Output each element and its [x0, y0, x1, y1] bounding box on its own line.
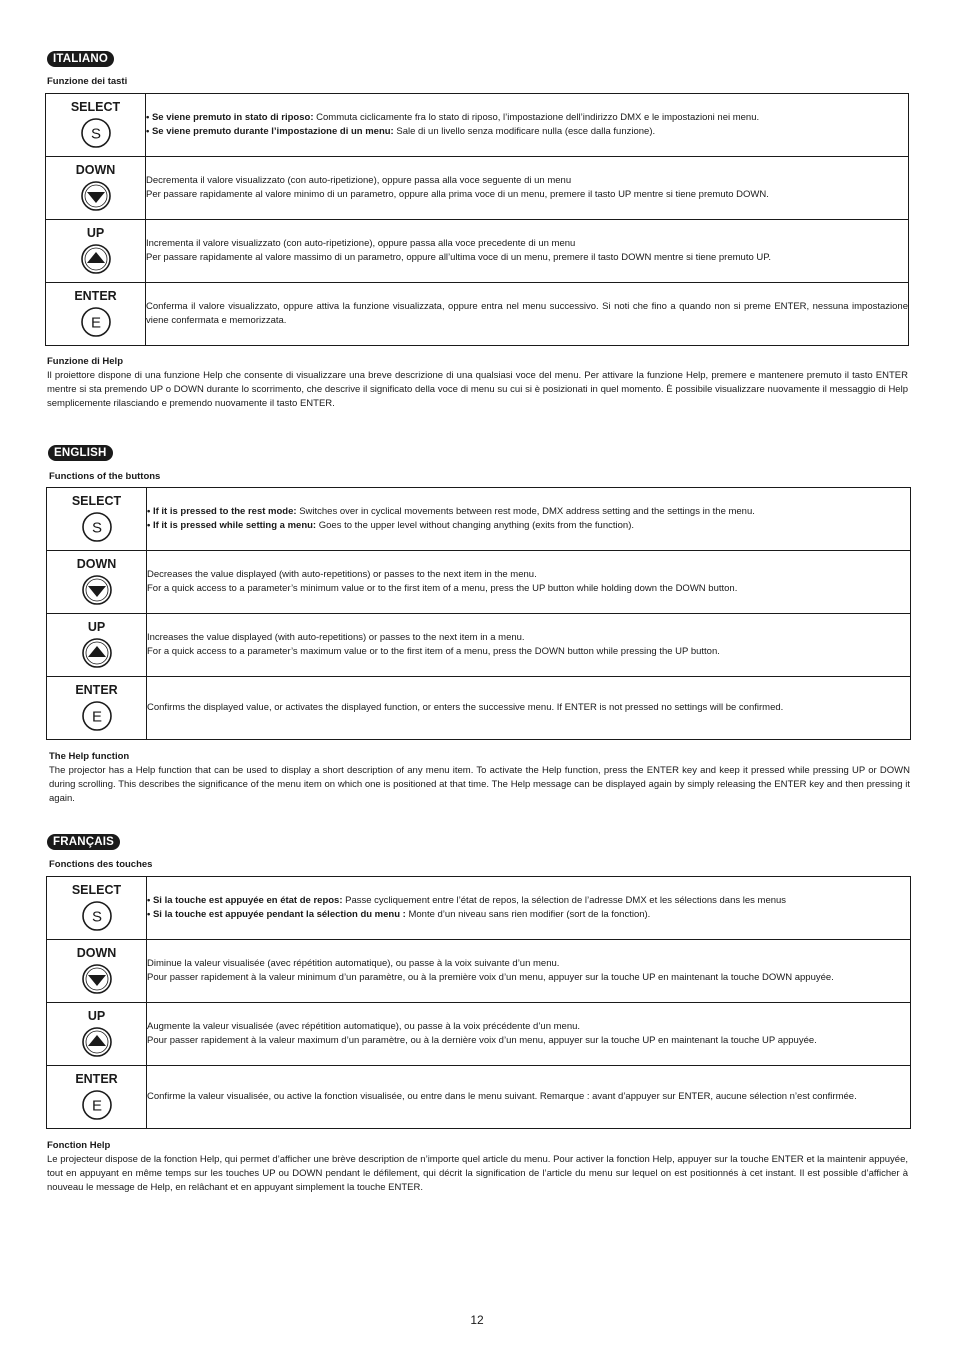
description-line — [147, 1090, 910, 1104]
key-functions-table — [46, 876, 911, 1129]
section-subtitle: Funzione dei tasti — [47, 76, 128, 87]
help-section — [47, 355, 908, 411]
key-glyph: E — [91, 1097, 102, 1115]
description-text: Confirms the displayed value, or activates the displayed function, or enters the successive menu. If ENTER is not pressed no settings will be confirmed. — [147, 702, 784, 713]
key-row-down — [47, 940, 911, 1003]
help-section — [49, 750, 910, 806]
description-bold: • Se viene premuto in stato di riposo: — [146, 112, 314, 123]
help-section — [47, 1139, 908, 1195]
key-glyph: S — [91, 908, 102, 926]
key-description — [147, 940, 911, 1003]
key-cell — [46, 94, 146, 157]
key-glyph: E — [91, 708, 102, 726]
description-line — [147, 631, 910, 645]
description-line — [147, 701, 910, 715]
description-text: Decrementa il valore visualizzato (con auto-ripetizione), oppure passa alla voce seguente di un menu — [146, 175, 572, 186]
key-name: SELECT — [71, 883, 122, 897]
key-row-up — [46, 220, 909, 283]
key-description — [146, 283, 909, 346]
description-text: Goes to the upper level without changing anything (exits from the function). — [316, 520, 634, 531]
key-row-enter — [46, 283, 909, 346]
help-title: The Help function — [49, 751, 130, 762]
key-row-up — [47, 1003, 911, 1066]
description-text: Pour passer rapidement à la valeur minimum d’un paramètre, ou à la première voix d’un menu, appuyer sur la touche UP en maintenant la touche DOWN appuyée. — [147, 972, 834, 983]
key-name: ENTER — [75, 1072, 118, 1086]
key-name: SELECT — [71, 494, 122, 508]
key-cell — [47, 940, 147, 1003]
key-name: UP — [86, 226, 105, 240]
description-line — [147, 568, 910, 582]
key-name: ENTER — [74, 289, 117, 303]
description-text: For a quick access to a parameter’s maximum value or to the first item of a menu, press the DOWN button while pressing the UP button. — [147, 646, 720, 657]
key-cell — [46, 220, 146, 283]
key-cell — [47, 877, 147, 940]
description-bold: • Si la touche est appuyée en état de repos: — [147, 895, 343, 906]
description-text: Increases the value displayed (with auto-repetitions) or passes to the next item in a menu. — [147, 632, 525, 643]
description-line — [147, 645, 910, 659]
key-description — [147, 488, 911, 551]
language-badge: ENGLISH — [48, 445, 113, 461]
key-cell — [47, 614, 147, 677]
key-description — [147, 551, 911, 614]
description-line — [147, 505, 910, 519]
key-cell — [46, 157, 146, 220]
key-row-select — [47, 877, 911, 940]
section-subtitle: Fonctions des touches — [49, 859, 153, 870]
key-description — [147, 614, 911, 677]
description-text: Monte d’un niveau sans rien modifier (sort de la fonction). — [405, 909, 651, 920]
description-line — [147, 971, 910, 985]
key-cell — [46, 283, 146, 346]
description-bold: • Si la touche est appuyée pendant la sélection du menu : — [147, 909, 406, 920]
description-line — [147, 894, 910, 908]
description-bold: • If it is pressed to the rest mode: — [147, 506, 297, 517]
key-description — [146, 220, 909, 283]
key-name: DOWN — [75, 163, 116, 177]
description-line — [147, 957, 910, 971]
key-name: DOWN — [76, 946, 117, 960]
key-row-enter — [47, 1066, 911, 1129]
key-glyph: E — [90, 314, 101, 332]
key-description — [147, 677, 911, 740]
description-text: Confirme la valeur visualisée, ou active la fonction visualisée, ou entre dans le menu suivant. Remarque : avant d’appuyer sur ENTER, aucune sélection n’est confirmée. — [147, 1091, 857, 1102]
section-subtitle: Functions of the buttons — [49, 471, 161, 482]
description-text: Pour passer rapidement à la valeur maximum d’un paramètre, ou à la dernière voix d’un menu, appuyer sur la touche UP en maintenant la touche UP appuyée. — [147, 1035, 817, 1046]
e-button-icon — [80, 306, 112, 338]
description-text: Incrementa il valore visualizzato (con auto-ripetizione), oppure passa alla voce precedente di un menu — [146, 238, 576, 249]
description-line — [147, 1034, 910, 1048]
key-row-enter — [47, 677, 911, 740]
key-row-up — [47, 614, 911, 677]
description-bold: • Se viene premuto durante l’impostazione di un menu: — [146, 126, 394, 137]
description-line — [146, 237, 908, 251]
key-row-down — [47, 551, 911, 614]
description-line — [146, 188, 908, 202]
help-title: Funzione di Help — [47, 356, 123, 367]
description-line — [146, 300, 908, 328]
up-arrow-icon — [80, 243, 112, 275]
up-arrow-icon — [81, 637, 113, 669]
key-cell — [47, 677, 147, 740]
description-line — [147, 582, 910, 596]
key-name: DOWN — [76, 557, 117, 571]
key-description — [147, 877, 911, 940]
key-name: ENTER — [75, 683, 118, 697]
description-line — [146, 111, 908, 125]
s-button-icon — [81, 511, 113, 543]
s-button-icon — [81, 900, 113, 932]
description-bold: • If it is pressed while setting a menu: — [147, 520, 317, 531]
key-description — [146, 157, 909, 220]
e-button-icon — [81, 1089, 113, 1121]
page-number: 12 — [470, 1313, 484, 1327]
description-text: Per passare rapidamente al valore minimo di un parametro, oppure alla prima voce di un menu, premere il tasto UP mentre si tiene premuto DOWN. — [146, 189, 769, 200]
key-row-select — [47, 488, 911, 551]
description-text: Passe cycliquement entre l’état de repos, la sélection de l’adresse DMX et les sélections dans les menus — [342, 895, 787, 906]
key-functions-table — [46, 487, 911, 740]
up-arrow-icon — [81, 1026, 113, 1058]
key-row-select — [46, 94, 909, 157]
help-text: Le projecteur dispose de la fonction Help, qui permet d’afficher une brève description de n’importe quel article du menu. Pour activer la fonction Help, appuyer sur la touche ENTER et la maintenir appuyée, tout en appuyant en même temps sur les touches UP ou DOWN pendant le défilement, qui décrit la signification de l’article du menu sur lequel on est positionnés à cet instant. Il est possible d’afficher à nouveau le message de Help, en relâchant et en appuyant simplement la touche ENTER. — [47, 1154, 908, 1193]
help-text: Il proiettore dispone di una funzione Help che consente di visualizzare una breve descrizione di una qualsiasi voce del menu. Per attivare la funzione Help, premere e mantenere premuto il tasto ENTER mentre si sta premendo UP o DOWN durante lo scorrimento, che descrive il significato della voce di menu su cui si è posizionati in quel momento. È possibile visualizzare nuovamente il messaggio di Help semplicemente rilasciando e premendo nuovamente il tasto ENTER. — [47, 370, 908, 409]
description-text: Augmente la valeur visualisée (avec répétition automatique), ou passe à la voix précédente d’un menu. — [147, 1021, 581, 1032]
key-description — [147, 1066, 911, 1129]
down-arrow-icon — [80, 180, 112, 212]
description-text: Commuta ciclicamente fra lo stato di riposo, l’impostazione dell’indirizzo DMX e le impostazioni nei menu. — [313, 112, 760, 123]
key-functions-table — [45, 93, 909, 346]
e-button-icon — [81, 700, 113, 732]
key-name: SELECT — [70, 100, 121, 114]
key-description — [147, 1003, 911, 1066]
help-text: The projector has a Help function that can be used to display a short description of any menu item. To activate the Help function, press the ENTER key and keep it pressed while pressing UP or DOWN during scrolling. This describes the significance of the menu item on which one is positioned at that time. The Help message can be displayed again by simply releasing the ENTER key and then pressing it again. — [49, 765, 910, 804]
key-row-down — [46, 157, 909, 220]
description-text: For a quick access to a parameter’s minimum value or to the first item of a menu, press the UP button while holding down the DOWN button. — [147, 583, 738, 594]
language-badge: ITALIANO — [47, 51, 114, 67]
description-text: Conferma il valore visualizzato, oppure attiva la funzione visualizzata, oppure entra nel menu successivo. Si noti che fino a quando non si preme ENTER, nessuna impostazione viene confermata e memorizzata. — [146, 301, 908, 326]
key-cell — [47, 1066, 147, 1129]
description-text: Sale di un livello senza modificare nulla (esce dalla funzione). — [393, 126, 656, 137]
down-arrow-icon — [81, 574, 113, 606]
description-text: Diminue la valeur visualisée (avec répétition automatique), ou passe à la voix suivante d’un menu. — [147, 958, 560, 969]
description-text: Per passare rapidamente al valore massimo di un parametro, oppure all’ultima voce di un menu, premere il tasto DOWN mentre si tiene premuto UP. — [146, 252, 771, 263]
key-description — [146, 94, 909, 157]
description-line — [147, 519, 910, 533]
key-cell — [47, 1003, 147, 1066]
description-line — [147, 908, 910, 922]
description-line — [146, 174, 908, 188]
description-line — [146, 125, 908, 139]
description-line — [146, 251, 908, 265]
key-glyph: S — [91, 519, 102, 537]
key-cell — [47, 551, 147, 614]
key-cell — [47, 488, 147, 551]
down-arrow-icon — [81, 963, 113, 995]
key-name: UP — [87, 620, 106, 634]
description-line — [147, 1020, 910, 1034]
s-button-icon — [80, 117, 112, 149]
key-glyph: S — [90, 125, 101, 143]
description-text: Decreases the value displayed (with auto-repetitions) or passes to the next item in the menu. — [147, 569, 537, 580]
help-title: Fonction Help — [47, 1140, 111, 1151]
description-text: Switches over in cyclical movements between rest mode, DMX address setting and the settings in the menu. — [296, 506, 755, 517]
key-name: UP — [87, 1009, 106, 1023]
language-badge: FRANÇAIS — [47, 834, 120, 850]
